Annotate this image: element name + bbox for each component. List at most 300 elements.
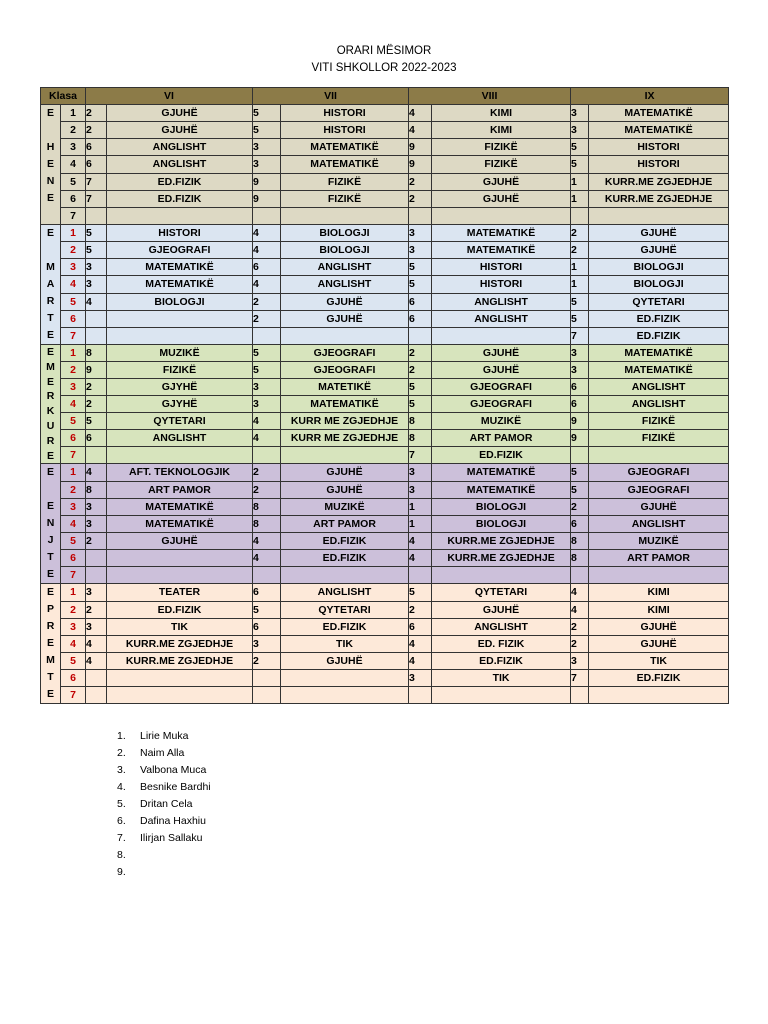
subject-ix: BIOLOGJI xyxy=(589,259,729,276)
subject-viii: MATEMATIKË xyxy=(432,481,571,498)
lesson-number: 4 xyxy=(61,156,86,173)
teacher-number-viii: 9 xyxy=(409,139,432,156)
subject-vi: MATEMATIKË xyxy=(107,515,253,532)
teacher-number-ix xyxy=(571,447,589,464)
subject-viii: BIOLOGJI xyxy=(432,498,571,515)
teacher-number-viii: 4 xyxy=(409,532,432,549)
teacher-number-ix xyxy=(571,207,589,224)
subject-vii xyxy=(281,327,409,344)
teacher-name: Lirie Muka xyxy=(140,730,189,742)
teacher-number-vi xyxy=(86,550,107,567)
subject-viii: GJUHË xyxy=(432,601,571,618)
day-letter: A xyxy=(46,278,55,290)
teacher-number-ix: 2 xyxy=(571,225,589,242)
lesson-number: 7 xyxy=(61,327,86,344)
day-letter: K xyxy=(46,405,55,418)
teacher-list-number: 9. xyxy=(117,866,126,878)
teacher-list-number: 5. xyxy=(117,798,126,810)
subject-ix: HISTORI xyxy=(589,156,729,173)
day-letter: E xyxy=(46,329,54,341)
teacher-number-vi: 6 xyxy=(86,139,107,156)
subject-vii: ANGLISHT xyxy=(281,276,409,293)
teacher-number-ix: 7 xyxy=(571,327,589,344)
schedule-row-hene-3 xyxy=(41,139,729,156)
subject-vi: QYTETARI xyxy=(107,413,253,430)
subject-vi: MATEMATIKË xyxy=(107,259,253,276)
teacher-number-viii: 4 xyxy=(409,105,432,122)
subject-vi: GJYHË xyxy=(107,379,253,396)
subject-vii: GJUHË xyxy=(281,293,409,310)
subject-vii: ED.FIZIK xyxy=(281,532,409,549)
teacher-number-vii xyxy=(253,670,281,687)
subject-vi: ANGLISHT xyxy=(107,139,253,156)
subject-vii: BIOLOGJI xyxy=(281,225,409,242)
subject-viii: GJEOGRAFI xyxy=(432,379,571,396)
subject-vi: KURR.ME ZGJEDHJE xyxy=(107,652,253,669)
lesson-number: 1 xyxy=(61,584,86,601)
subject-vii: KURR ME ZGJEDHJE xyxy=(281,430,409,447)
teacher-number-vii: 3 xyxy=(253,396,281,413)
subject-viii: ED.FIZIK xyxy=(432,652,571,669)
teacher-list-number: 4. xyxy=(117,781,126,793)
subject-vi xyxy=(107,550,253,567)
day-label-marte xyxy=(41,225,61,345)
subject-vi: GJUHË xyxy=(107,105,253,122)
teacher-number-viii: 9 xyxy=(409,156,432,173)
day-letter: E xyxy=(46,500,54,513)
teacher-number-ix: 3 xyxy=(571,652,589,669)
teacher-number-viii xyxy=(409,207,432,224)
lesson-number: 6 xyxy=(61,670,86,687)
subject-vii: HISTORI xyxy=(281,122,409,139)
subject-vi xyxy=(107,207,253,224)
teacher-list-item xyxy=(117,745,211,762)
lesson-number: 5 xyxy=(61,293,86,310)
teacher-number-viii: 3 xyxy=(409,242,432,259)
subject-vii xyxy=(281,447,409,464)
teacher-number-ix xyxy=(571,567,589,584)
teacher-number-vi xyxy=(86,447,107,464)
schedule-row-enjte-6 xyxy=(41,550,729,567)
subject-viii: ART PAMOR xyxy=(432,430,571,447)
subject-ix: GJUHË xyxy=(589,242,729,259)
subject-viii: TIK xyxy=(432,670,571,687)
subject-vi: TEATER xyxy=(107,584,253,601)
teacher-number-vi: 2 xyxy=(86,105,107,122)
lesson-number: 4 xyxy=(61,515,86,532)
subject-viii xyxy=(432,207,571,224)
teacher-number-viii: 5 xyxy=(409,276,432,293)
subject-ix: BIOLOGJI xyxy=(589,276,729,293)
subject-viii: KURR.ME ZGJEDHJE xyxy=(432,532,571,549)
subject-viii: ANGLISHT xyxy=(432,310,571,327)
teacher-number-vi: 5 xyxy=(86,225,107,242)
header-grade-vi: VI xyxy=(86,88,253,105)
subject-vii: GJUHË xyxy=(281,652,409,669)
schedule-row-merkure-4 xyxy=(41,396,729,413)
teacher-number-vii: 4 xyxy=(253,413,281,430)
subject-viii: ANGLISHT xyxy=(432,293,571,310)
teacher-number-ix: 1 xyxy=(571,259,589,276)
subject-viii: ED.FIZIK xyxy=(432,447,571,464)
teacher-number-viii: 6 xyxy=(409,293,432,310)
teacher-number-ix: 1 xyxy=(571,173,589,190)
subject-ix xyxy=(589,687,729,704)
day-letter: M xyxy=(46,261,55,273)
subject-ix: MATEMATIKË xyxy=(589,362,729,379)
teacher-number-vi: 2 xyxy=(86,122,107,139)
teacher-number-ix: 3 xyxy=(571,362,589,379)
subject-vii xyxy=(281,207,409,224)
teacher-number-viii xyxy=(409,567,432,584)
subject-vii: GJEOGRAFI xyxy=(281,362,409,379)
lesson-number: 1 xyxy=(61,105,86,122)
teacher-number-viii: 5 xyxy=(409,379,432,396)
title-block xyxy=(0,43,768,77)
schedule-row-marte-3 xyxy=(41,259,729,276)
subject-viii: GJUHË xyxy=(432,345,571,362)
teacher-name: Naim Alla xyxy=(140,747,185,759)
teacher-number-viii: 3 xyxy=(409,481,432,498)
teacher-number-vi: 6 xyxy=(86,156,107,173)
subject-vi: GJEOGRAFI xyxy=(107,242,253,259)
lesson-number: 2 xyxy=(61,362,86,379)
subject-vii: ANGLISHT xyxy=(281,584,409,601)
teacher-number-vi: 3 xyxy=(86,276,107,293)
teacher-number-vii xyxy=(253,447,281,464)
subject-ix: KURR.ME ZGJEDHJE xyxy=(589,190,729,207)
teacher-number-viii: 2 xyxy=(409,345,432,362)
subject-viii: KURR.ME ZGJEDHJE xyxy=(432,550,571,567)
subject-viii: HISTORI xyxy=(432,276,571,293)
teacher-number-viii: 6 xyxy=(409,310,432,327)
teacher-number-vi: 2 xyxy=(86,379,107,396)
teacher-number-ix: 1 xyxy=(571,190,589,207)
teacher-number-vii: 6 xyxy=(253,618,281,635)
schedule-row-merkure-2 xyxy=(41,362,729,379)
teacher-number-ix: 5 xyxy=(571,156,589,173)
lesson-number: 4 xyxy=(61,635,86,652)
teacher-name: Valbona Muca xyxy=(140,764,207,776)
subject-vii: KURR ME ZGJEDHJE xyxy=(281,413,409,430)
schedule-row-merkure-1 xyxy=(41,345,729,362)
schedule-row-enjte-7 xyxy=(41,567,729,584)
lesson-number: 1 xyxy=(61,225,86,242)
teacher-name: Besnike Bardhi xyxy=(140,781,211,793)
teacher-number-vii: 2 xyxy=(253,481,281,498)
subject-ix xyxy=(589,447,729,464)
subject-vii: MATEMATIKË xyxy=(281,139,409,156)
teacher-number-vii xyxy=(253,687,281,704)
day-letter: J xyxy=(47,534,54,547)
schedule-row-hene-5 xyxy=(41,173,729,190)
subject-viii: HISTORI xyxy=(432,259,571,276)
teacher-number-vii: 2 xyxy=(253,652,281,669)
subject-vii: QYTETARI xyxy=(281,601,409,618)
subject-viii xyxy=(432,567,571,584)
subject-viii xyxy=(432,687,571,704)
teacher-number-vii: 4 xyxy=(253,225,281,242)
teacher-number-vi: 4 xyxy=(86,464,107,481)
subject-vii: FIZIKË xyxy=(281,190,409,207)
schedule-row-premte-6 xyxy=(41,670,729,687)
subject-ix: TIK xyxy=(589,652,729,669)
subject-viii: MUZIKË xyxy=(432,413,571,430)
schedule-row-enjte-2 xyxy=(41,481,729,498)
subject-vi: HISTORI xyxy=(107,225,253,242)
subject-vi: ANGLISHT xyxy=(107,430,253,447)
day-letter: E xyxy=(46,158,54,170)
teacher-number-ix: 9 xyxy=(571,413,589,430)
lesson-number: 5 xyxy=(61,173,86,190)
subject-ix: ANGLISHT xyxy=(589,379,729,396)
teacher-number-ix: 5 xyxy=(571,310,589,327)
lesson-number: 2 xyxy=(61,481,86,498)
schedule-row-premte-3 xyxy=(41,618,729,635)
subject-viii: ED. FIZIK xyxy=(432,635,571,652)
schedule-row-enjte-4 xyxy=(41,515,729,532)
teacher-number-ix: 2 xyxy=(571,635,589,652)
lesson-number: 7 xyxy=(61,447,86,464)
teacher-list-number: 2. xyxy=(117,747,126,759)
subject-vi xyxy=(107,670,253,687)
subject-viii: MATEMATIKË xyxy=(432,242,571,259)
teacher-number-viii: 8 xyxy=(409,413,432,430)
teacher-number-vii: 2 xyxy=(253,464,281,481)
subject-viii: KIMI xyxy=(432,105,571,122)
lesson-number: 2 xyxy=(61,122,86,139)
schedule-row-premte-4 xyxy=(41,635,729,652)
subject-ix: ED.FIZIK xyxy=(589,310,729,327)
subject-ix: KIMI xyxy=(589,584,729,601)
teacher-number-vii: 8 xyxy=(253,498,281,515)
schedule-row-premte-7 xyxy=(41,687,729,704)
teacher-number-ix: 7 xyxy=(571,670,589,687)
schedule-row-marte-1 xyxy=(41,225,729,242)
day-label-premte xyxy=(41,584,61,704)
lesson-number: 3 xyxy=(61,259,86,276)
teacher-number-ix: 8 xyxy=(571,550,589,567)
subject-vii: ANGLISHT xyxy=(281,259,409,276)
teacher-number-vii: 6 xyxy=(253,584,281,601)
schedule-row-marte-7 xyxy=(41,327,729,344)
teacher-number-ix: 5 xyxy=(571,481,589,498)
day-letter: E xyxy=(46,449,54,462)
subject-vi xyxy=(107,687,253,704)
teacher-number-viii: 8 xyxy=(409,430,432,447)
teacher-number-vi: 2 xyxy=(86,532,107,549)
subject-vii: TIK xyxy=(281,635,409,652)
document-title: ORARI MËSIMOR xyxy=(336,45,432,57)
teacher-number-vii xyxy=(253,207,281,224)
teacher-number-viii: 1 xyxy=(409,515,432,532)
teacher-list-item xyxy=(117,796,211,813)
teacher-number-ix: 8 xyxy=(571,532,589,549)
schedule-row-hene-6 xyxy=(41,190,729,207)
schedule-row-marte-4 xyxy=(41,276,729,293)
day-letter: T xyxy=(47,551,54,564)
teacher-number-vi: 9 xyxy=(86,362,107,379)
day-label-hene xyxy=(41,105,61,225)
teacher-number-viii: 7 xyxy=(409,447,432,464)
day-letter: E xyxy=(46,375,54,388)
teacher-list-item xyxy=(117,864,211,881)
subject-vii: FIZIKË xyxy=(281,173,409,190)
day-letter: P xyxy=(46,603,54,616)
subject-viii: FIZIKË xyxy=(432,156,571,173)
teacher-number-ix: 1 xyxy=(571,276,589,293)
teacher-number-viii: 2 xyxy=(409,190,432,207)
teacher-number-viii: 4 xyxy=(409,635,432,652)
day-letter: R xyxy=(46,434,55,447)
subject-vii: GJEOGRAFI xyxy=(281,345,409,362)
teacher-number-viii: 5 xyxy=(409,584,432,601)
lesson-number: 6 xyxy=(61,430,86,447)
teacher-number-vii xyxy=(253,327,281,344)
teacher-number-vii: 3 xyxy=(253,635,281,652)
teacher-number-vii: 5 xyxy=(253,601,281,618)
day-letter: T xyxy=(47,312,54,324)
teacher-number-vi: 5 xyxy=(86,413,107,430)
teacher-number-vi xyxy=(86,310,107,327)
subject-viii: GJUHË xyxy=(432,190,571,207)
teacher-number-vii: 5 xyxy=(253,105,281,122)
subject-vi xyxy=(107,567,253,584)
subject-viii: MATEMATIKË xyxy=(432,225,571,242)
teacher-number-vii: 9 xyxy=(253,190,281,207)
subject-ix: GJUHË xyxy=(589,498,729,515)
subject-vii xyxy=(281,687,409,704)
lesson-number: 5 xyxy=(61,413,86,430)
lesson-number: 3 xyxy=(61,618,86,635)
schedule-body xyxy=(41,105,729,704)
schedule-row-merkure-5 xyxy=(41,413,729,430)
day-letter: E xyxy=(46,227,54,239)
subject-vi: KURR.ME ZGJEDHJE xyxy=(107,635,253,652)
subject-vi: ART PAMOR xyxy=(107,481,253,498)
subject-vi: GJUHË xyxy=(107,532,253,549)
subject-viii: BIOLOGJI xyxy=(432,515,571,532)
schedule-row-enjte-5 xyxy=(41,532,729,549)
header-klasa: Klasa xyxy=(41,88,86,105)
subject-vii: GJUHË xyxy=(281,310,409,327)
subject-ix: GJUHË xyxy=(589,618,729,635)
teacher-number-vii: 4 xyxy=(253,242,281,259)
teacher-number-vii: 5 xyxy=(253,345,281,362)
teacher-number-viii: 1 xyxy=(409,498,432,515)
subject-ix: GJUHË xyxy=(589,225,729,242)
teacher-list-number: 8. xyxy=(117,849,126,861)
school-year: VITI SHKOLLOR 2022-2023 xyxy=(311,62,457,74)
teacher-number-vi: 3 xyxy=(86,618,107,635)
header-row xyxy=(41,88,729,105)
teacher-name: Ilirjan Sallaku xyxy=(140,832,203,844)
day-letter: R xyxy=(46,390,55,403)
teacher-number-ix: 3 xyxy=(571,105,589,122)
subject-ix: MATEMATIKË xyxy=(589,345,729,362)
subject-vi: BIOLOGJI xyxy=(107,293,253,310)
schedule-row-hene-7 xyxy=(41,207,729,224)
day-letter: R xyxy=(46,295,55,307)
teacher-number-vi: 2 xyxy=(86,396,107,413)
lesson-number: 7 xyxy=(61,567,86,584)
subject-viii: GJEOGRAFI xyxy=(432,396,571,413)
lesson-number: 3 xyxy=(61,139,86,156)
schedule-row-merkure-6 xyxy=(41,430,729,447)
subject-vii: GJUHË xyxy=(281,464,409,481)
teacher-number-viii: 2 xyxy=(409,601,432,618)
subject-vii: HISTORI xyxy=(281,105,409,122)
subject-vi: MATEMATIKË xyxy=(107,276,253,293)
teacher-number-vi: 4 xyxy=(86,293,107,310)
teacher-number-vii: 5 xyxy=(253,362,281,379)
teacher-number-ix: 6 xyxy=(571,396,589,413)
teacher-number-vi: 7 xyxy=(86,190,107,207)
schedule-row-premte-1 xyxy=(41,584,729,601)
schedule-row-marte-6 xyxy=(41,310,729,327)
teacher-list-number: 3. xyxy=(117,764,126,776)
day-letter xyxy=(41,207,60,224)
teacher-number-vi: 2 xyxy=(86,601,107,618)
teacher-list xyxy=(117,728,211,881)
subject-ix: KURR.ME ZGJEDHJE xyxy=(589,173,729,190)
teacher-number-viii: 4 xyxy=(409,550,432,567)
teacher-number-vii: 3 xyxy=(253,379,281,396)
schedule-row-premte-5 xyxy=(41,652,729,669)
header-grade-vii: VII xyxy=(253,88,409,105)
teacher-number-vi: 7 xyxy=(86,173,107,190)
teacher-name: Dafina Haxhiu xyxy=(140,815,206,827)
subject-ix: ED.FIZIK xyxy=(589,670,729,687)
teacher-number-vi: 3 xyxy=(86,515,107,532)
lesson-number: 2 xyxy=(61,601,86,618)
teacher-number-vii: 6 xyxy=(253,259,281,276)
teacher-number-viii: 5 xyxy=(409,259,432,276)
subject-vi xyxy=(107,447,253,464)
lesson-number: 2 xyxy=(61,242,86,259)
schedule-row-merkure-7 xyxy=(41,447,729,464)
teacher-number-viii xyxy=(409,687,432,704)
lesson-number: 1 xyxy=(61,464,86,481)
teacher-number-vii: 4 xyxy=(253,430,281,447)
subject-viii: QYTETARI xyxy=(432,584,571,601)
day-letter: M xyxy=(46,360,55,373)
day-letter xyxy=(41,122,60,139)
subject-vii: BIOLOGJI xyxy=(281,242,409,259)
day-letter: E xyxy=(46,586,54,599)
teacher-list-number: 1. xyxy=(117,730,126,742)
teacher-number-vi: 6 xyxy=(86,430,107,447)
teacher-number-viii: 2 xyxy=(409,173,432,190)
day-letter: T xyxy=(47,671,54,684)
day-label-merkure xyxy=(41,345,61,464)
subject-vii: MATETIKË xyxy=(281,379,409,396)
teacher-number-ix: 3 xyxy=(571,345,589,362)
teacher-number-viii: 4 xyxy=(409,122,432,139)
teacher-number-vi xyxy=(86,567,107,584)
teacher-list-item xyxy=(117,762,211,779)
subject-vi: GJYHË xyxy=(107,396,253,413)
teacher-number-vi xyxy=(86,207,107,224)
subject-viii: FIZIKË xyxy=(432,139,571,156)
teacher-number-vi xyxy=(86,670,107,687)
teacher-number-vii: 9 xyxy=(253,173,281,190)
subject-ix xyxy=(589,207,729,224)
subject-ix: MATEMATIKË xyxy=(589,105,729,122)
teacher-number-viii xyxy=(409,327,432,344)
subject-vi: FIZIKË xyxy=(107,362,253,379)
teacher-number-vii: 4 xyxy=(253,276,281,293)
